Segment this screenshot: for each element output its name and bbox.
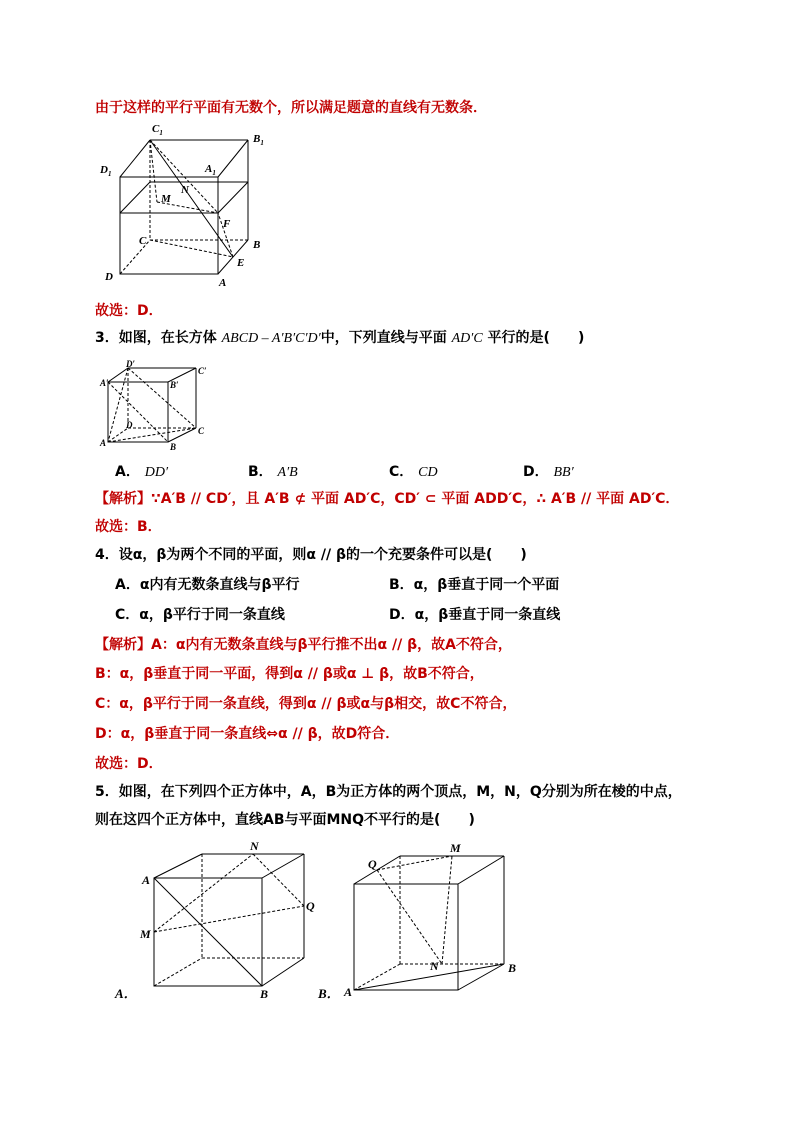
label-dp: D′ (126, 359, 136, 369)
figure-q3-cuboid (100, 360, 215, 450)
q4-option-a[interactable]: A．α内有无数条直线与β平行 (115, 577, 300, 593)
q5-number: 5． (95, 784, 119, 800)
label-a1: $A_1$ (205, 163, 216, 177)
q3-number: 3． (95, 330, 119, 346)
intro-line: 由于这样的平行平面有无数个，所以满足题意的直线有无数条． (95, 100, 487, 116)
figure-q5-a (112, 838, 327, 1008)
label-b: B (260, 987, 269, 1001)
q3-stem: 3．如图，在长方体 ABCD – A′B′C′D′中，下列直线与平面 AD′C 平行的是( ) (95, 330, 585, 346)
q4-stem: 4．设α，β为两个不同的平面，则α // β的一个充要条件可以是( ) (95, 547, 527, 563)
q3-option-c[interactable]: C． CD (389, 464, 438, 480)
q4-analysis-line-3: C：α，β平行于同一条直线，得到α // β或α与β相交，故C不符合， (95, 696, 517, 712)
label-f: F (223, 218, 231, 230)
label-q: Q (368, 857, 377, 871)
analysis-tag: 【解析】 (95, 491, 151, 507)
label-a: A (344, 985, 353, 999)
q5-stem-line-1: 5．如图，在下列四个正方体中，A，B为正方体的两个顶点，M，N，Q分别为所在棱的中点， (95, 784, 682, 800)
label-e: E (237, 257, 245, 269)
q5-stem-line-2: 则在这四个正方体中，直线AB与平面MNQ不平行的是( ) (95, 812, 475, 828)
q3-answer: 故选：B． (95, 519, 162, 535)
label-ap: A′ (100, 378, 109, 388)
q3-option-b[interactable]: B． A′B (248, 464, 298, 480)
q4-number: 4． (95, 547, 119, 563)
label-n: N (430, 959, 439, 973)
label-a: A (142, 873, 151, 887)
label-b: B (253, 239, 261, 251)
label-b: B (508, 961, 517, 975)
q4-analysis-line-2: B：α，β垂直于同一平面，得到α // β或α ⊥ β，故B不符合， (95, 666, 484, 682)
label-c1: $C_1$ (152, 123, 163, 137)
label-d1: $D_1$ (100, 164, 112, 178)
label-a: A (219, 277, 227, 289)
label-b1: $B_1$ (253, 133, 264, 147)
q4-analysis-line-4: D：α，β垂直于同一条直线⇔α // β，故D符合． (95, 726, 400, 742)
label-d: D (126, 420, 133, 430)
label-a: A (100, 438, 107, 448)
figure-b-label: B． (318, 986, 340, 1001)
label-m: M (140, 927, 151, 941)
label-n: N (250, 839, 259, 853)
label-cp: C′ (198, 366, 207, 376)
q4-option-b[interactable]: B．α，β垂直于同一个平面 (389, 577, 560, 593)
figure-a-label: A． (115, 986, 137, 1001)
q3-analysis: 【解析】∵A′B // CD′，且 A′B ⊄ 平面 AD′C，CD′ ⊂ 平面 ADD′C，∴ A′B // 平面 AD′C． (95, 491, 680, 507)
q3-option-a[interactable]: A． DD′ (115, 464, 169, 480)
label-m: M (161, 193, 171, 205)
label-q: Q (306, 899, 315, 913)
analysis-tag: 【解析】 (95, 637, 151, 653)
q4-analysis-line-1: 【解析】A：α内有无数条直线与β平行推不出α // β，故A不符合， (95, 637, 512, 653)
q3-option-d[interactable]: D． BB′ (523, 464, 574, 480)
q4-option-c[interactable]: C．α，β平行于同一条直线 (115, 607, 285, 623)
label-d: D (105, 271, 113, 283)
answer-q2: 故选：D． (95, 303, 163, 319)
q4-option-d[interactable]: D．α，β垂直于同一条直线 (389, 607, 561, 623)
q4-answer: 故选：D． (95, 756, 163, 772)
label-bp: B′ (170, 380, 179, 390)
figure-q5-b (318, 838, 528, 1008)
label-b: B (170, 442, 177, 452)
label-m: M (450, 841, 461, 855)
label-c: C (198, 426, 205, 436)
label-c: C (139, 235, 147, 247)
label-n: N (181, 184, 189, 196)
figure-cuboid-midsection (95, 120, 295, 292)
